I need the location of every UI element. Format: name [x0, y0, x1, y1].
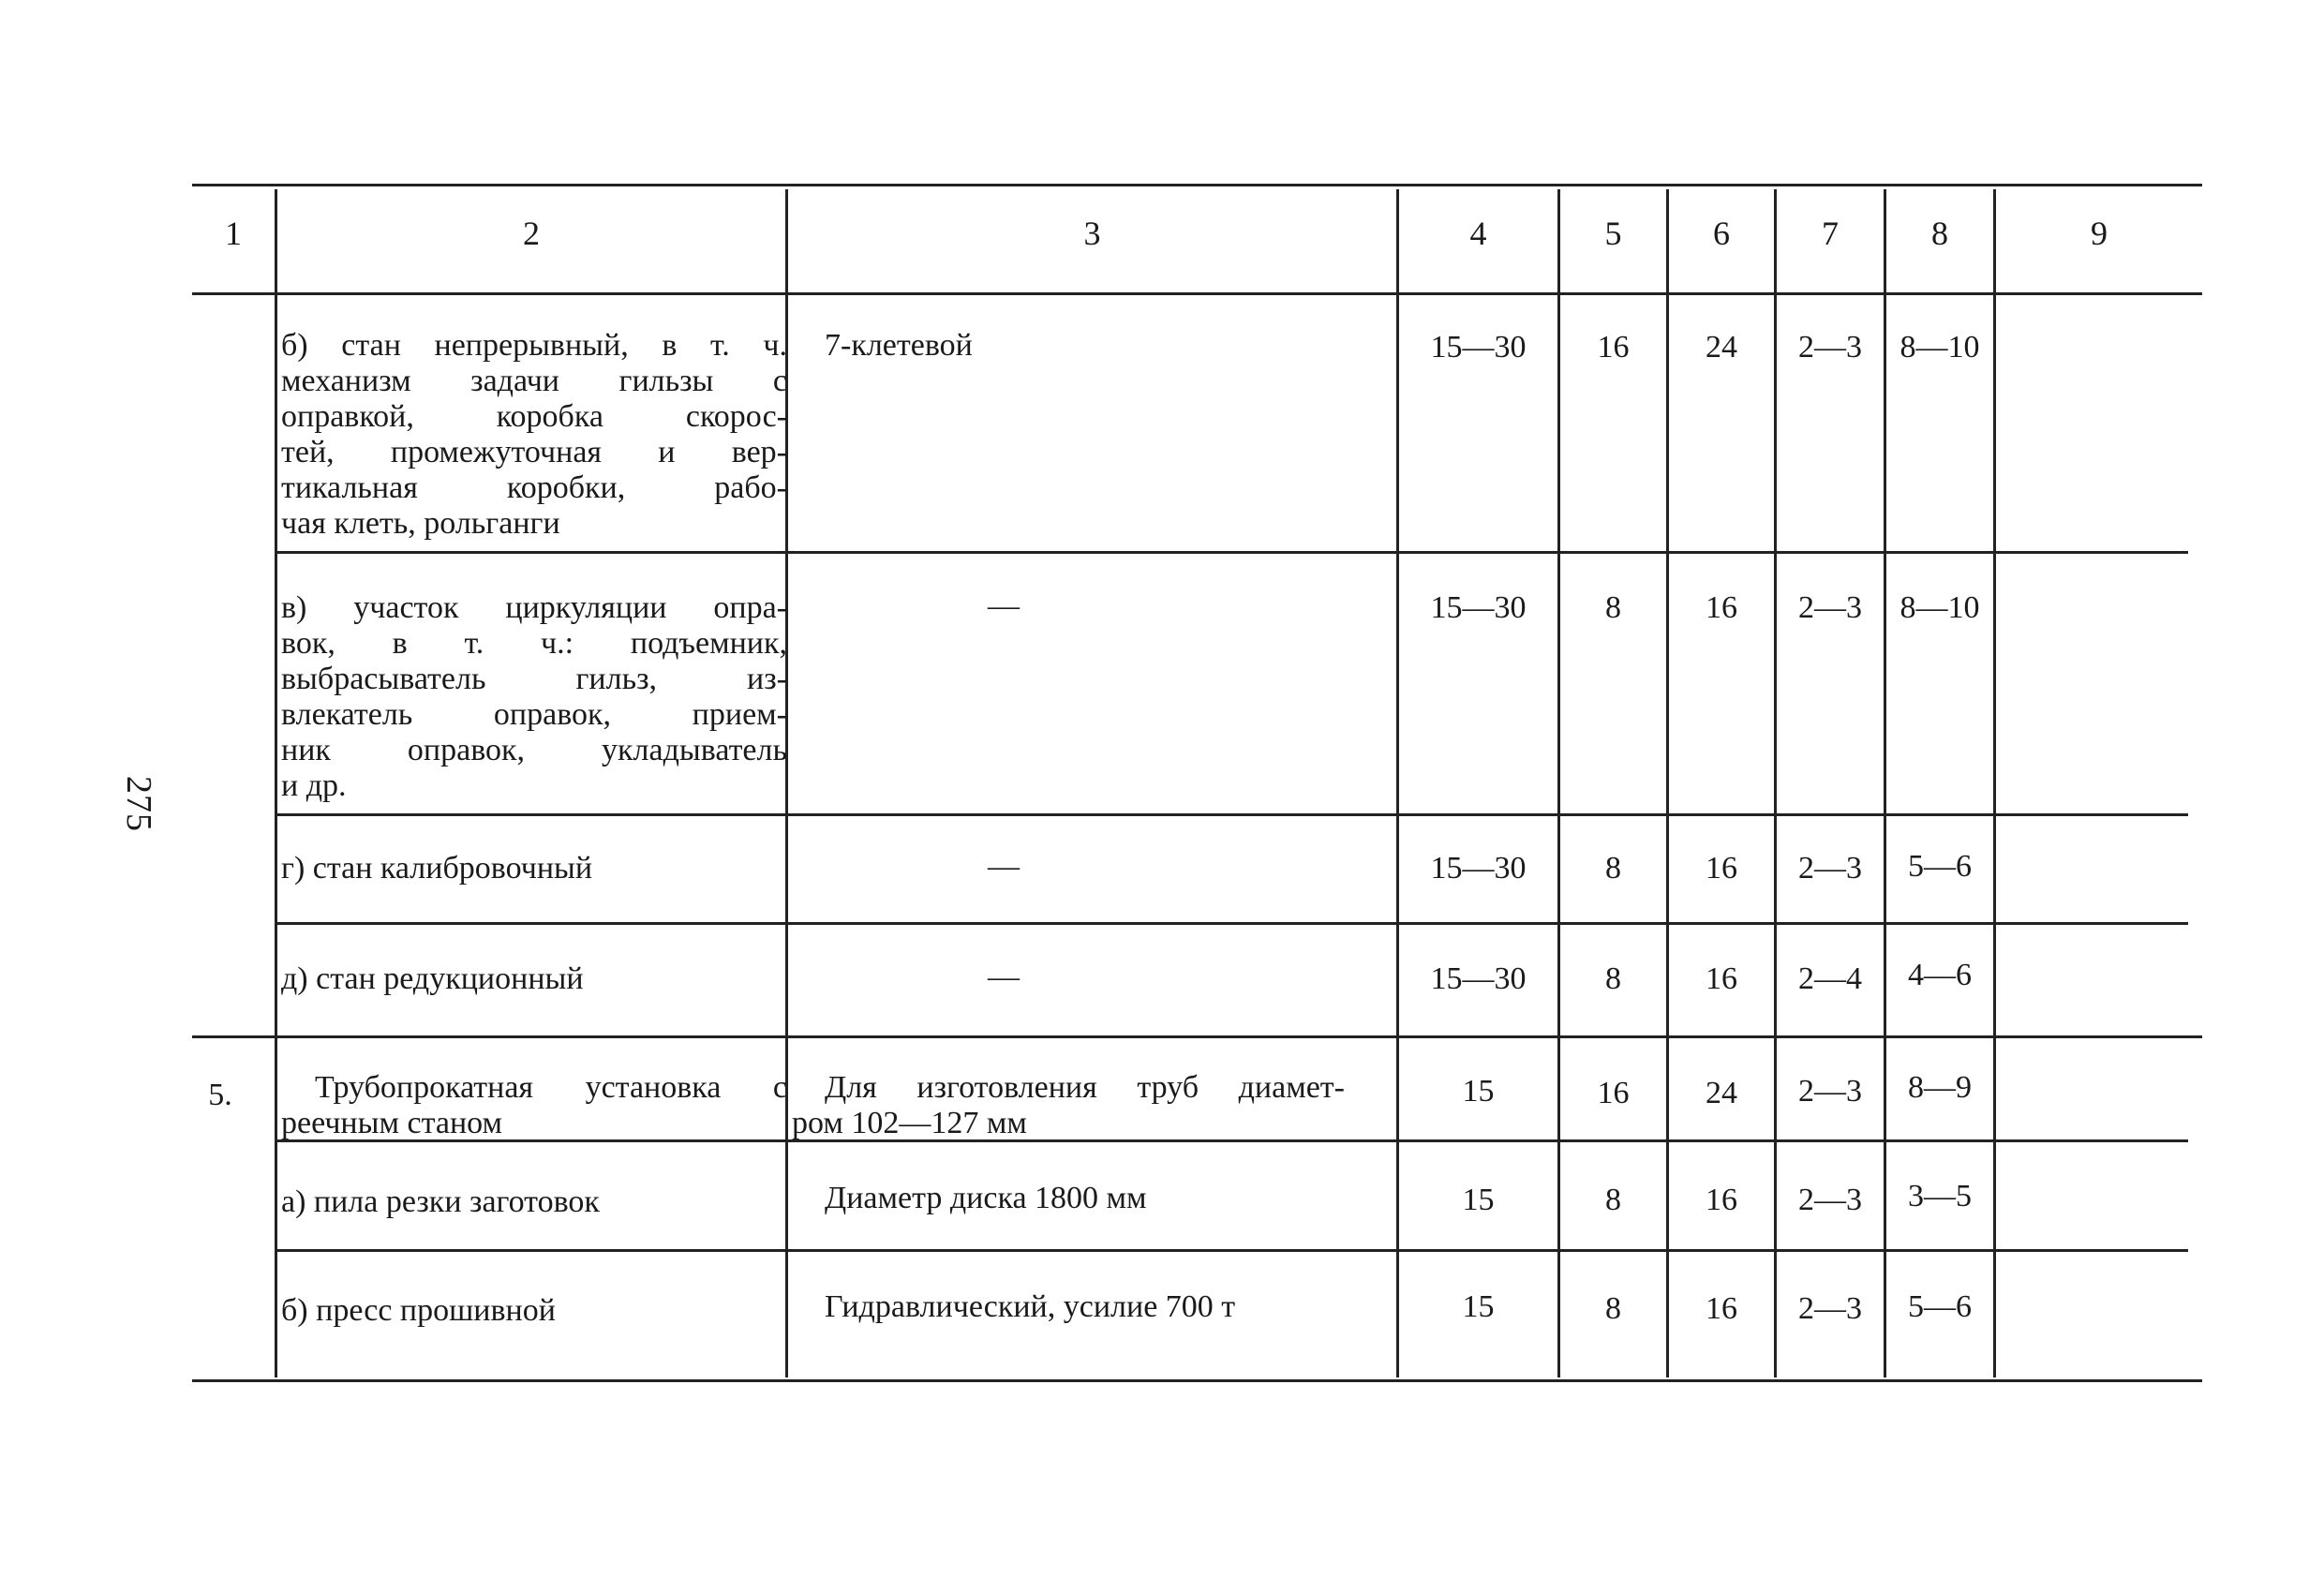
- table-cell: 15—30: [1430, 851, 1527, 886]
- page-number: 275: [119, 776, 158, 832]
- header-col-1: 1: [225, 215, 242, 252]
- table-cell: 2—4: [1798, 961, 1862, 996]
- table-cell: 15: [1462, 1289, 1495, 1324]
- table-cell: 2—3: [1798, 1183, 1862, 1217]
- table-cell: 5—6: [1908, 849, 1972, 884]
- header-col-3: 3: [1083, 215, 1101, 252]
- table-cell: 24: [1706, 330, 1737, 365]
- table-cell-spec: Для изготовления труб диамет- ром 102—127 мм: [792, 1070, 1345, 1140]
- table-cell: 16: [1706, 961, 1737, 996]
- row-divider: [276, 922, 2188, 925]
- table-cell: 16: [1706, 851, 1737, 886]
- table-cell: 2—3: [1798, 1074, 1862, 1109]
- table-cell: 5—6: [1908, 1289, 1972, 1324]
- table-bottom-rule: [192, 1379, 2202, 1382]
- row-number: 5.: [208, 1078, 232, 1112]
- row-divider: [276, 813, 2188, 816]
- table-row-desc: г) стан калибровочный: [281, 851, 593, 886]
- table-cell: —: [988, 588, 1020, 623]
- table-cell: —: [988, 849, 1020, 884]
- table-cell: 2—3: [1798, 851, 1862, 886]
- header-col-8: 8: [1931, 215, 1948, 252]
- column-rule: [1993, 189, 1996, 1377]
- table-cell: 15: [1462, 1074, 1495, 1109]
- header-col-6: 6: [1713, 215, 1730, 252]
- table-cell: 2—3: [1798, 590, 1862, 625]
- table-cell: 16: [1706, 590, 1737, 625]
- table-cell: 8: [1605, 1183, 1621, 1217]
- table-cell: 3—5: [1908, 1179, 1972, 1213]
- table-cell: 15—30: [1430, 330, 1527, 365]
- table-cell: Гидравлический, усилие 700 т: [825, 1289, 1236, 1324]
- table-cell: 2—3: [1798, 1291, 1862, 1326]
- table-cell: 4—6: [1908, 958, 1972, 992]
- header-col-5: 5: [1604, 215, 1622, 252]
- table-cell: 8—10: [1899, 330, 1980, 365]
- table-cell: 15: [1462, 1183, 1495, 1217]
- column-rule: [275, 189, 277, 1377]
- table-cell: —: [988, 960, 1020, 994]
- table-row-desc: д) стан редукционный: [281, 961, 584, 996]
- row-divider: [276, 551, 2188, 554]
- section-divider: [192, 1035, 2202, 1038]
- table-cell: 16: [1706, 1183, 1737, 1217]
- table-cell: 2—3: [1798, 330, 1862, 365]
- table-row-desc: Трубопрокатная установка с реечным станом: [281, 1070, 787, 1140]
- table-row-desc: б) стан непрерывный, в т. ч. механизм задачи гильзы с оправкой, коробка скорос- тей, промежуточная и вер- тикальная коробки, рабо- чая клеть, рольганги: [281, 328, 787, 541]
- table-cell: 15—30: [1430, 590, 1527, 625]
- header-col-7: 7: [1822, 215, 1839, 252]
- header-col-4: 4: [1469, 215, 1487, 252]
- table-cell: 8: [1605, 590, 1621, 625]
- table-cell: 15—30: [1430, 961, 1527, 996]
- header-col-2: 2: [523, 215, 540, 252]
- table-cell: 16: [1597, 1076, 1630, 1110]
- table-cell: 7-клетевой: [825, 328, 973, 363]
- table-row-desc: б) пресс прошивной: [281, 1293, 556, 1328]
- table-cell: 16: [1706, 1291, 1737, 1326]
- table-cell: 8—9: [1908, 1070, 1972, 1105]
- table-cell: 8: [1605, 1291, 1621, 1326]
- header-col-9: 9: [2091, 215, 2108, 252]
- table-top-rule: [192, 184, 2202, 186]
- table-cell: 8: [1605, 851, 1621, 886]
- table-cell: 24: [1706, 1076, 1737, 1110]
- row-divider: [276, 1249, 2188, 1252]
- table-row-desc: а) пила резки заготовок: [281, 1184, 600, 1219]
- table-cell: 8—10: [1899, 590, 1980, 625]
- header-bottom-rule: [192, 292, 2202, 295]
- table-cell: 16: [1597, 330, 1630, 365]
- table-row-desc: в) участок циркуляции опра- вок, в т. ч.: подъемник, выбрасыватель гильз, из- влекатель оправок, прием- ник оправок, укладыватель и др.: [281, 590, 787, 803]
- table-cell: 8: [1605, 961, 1621, 996]
- table-cell: Диаметр диска 1800 мм: [825, 1181, 1147, 1215]
